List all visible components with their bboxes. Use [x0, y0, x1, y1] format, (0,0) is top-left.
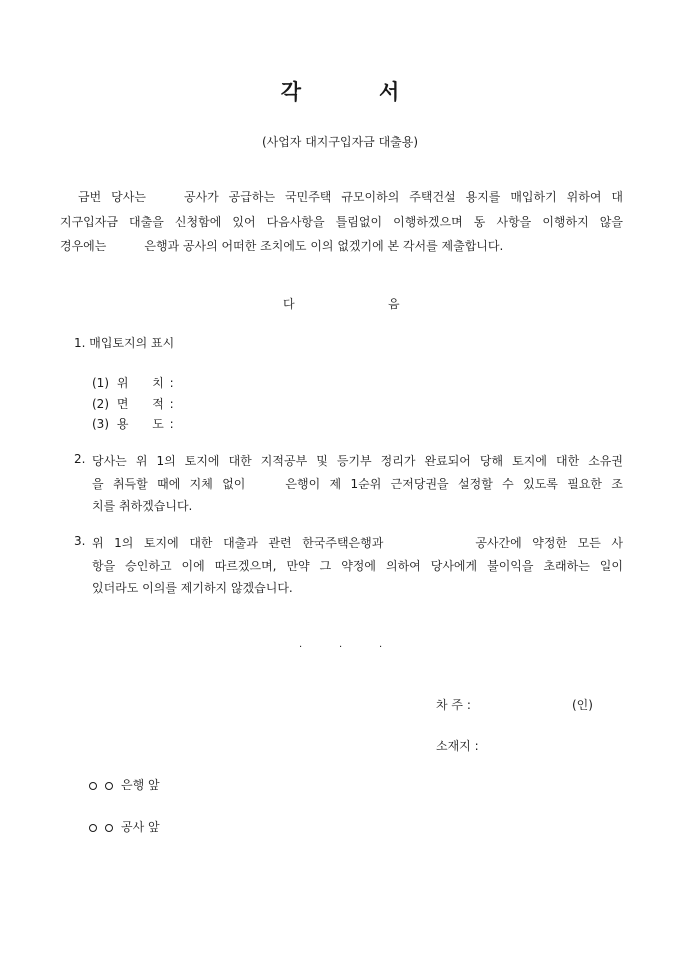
section-2-number: 2. — [74, 452, 86, 466]
section-2-line-2: 을 취득할 때에 지체 없이 은행이 제 1순위 근저당권을 설정할 수 있도록 필요한 조 — [92, 476, 623, 491]
date-dot-month: . — [339, 639, 343, 650]
address-label: 소재지 : — [436, 739, 479, 753]
section-3-number: 3. — [74, 534, 86, 548]
heading-eum: 음 — [388, 297, 400, 311]
recipient-corp: 공사 앞 — [89, 818, 160, 835]
section-2-line-3: 치를 취하겠습니다. — [92, 499, 193, 513]
blank-circle-icon — [105, 782, 113, 790]
heading-da: 다 — [283, 297, 295, 311]
section-2-text — [92, 450, 623, 518]
date-dot-day: . — [379, 639, 383, 650]
section-1-title: 1. 매입토지의 표시 — [74, 336, 175, 350]
intro-line-1: 금번 당사는 공사가 공급하는 국민주택 규모이하의 주택건설 용지를 매입하기 위하여 대 — [78, 190, 624, 204]
blank-circle-icon — [105, 824, 113, 832]
field-location: (1) 위 치 : — [92, 376, 174, 390]
document-title — [0, 76, 680, 106]
date-dot-year: . — [299, 639, 303, 650]
recipient-bank: 은행 앞 — [89, 776, 160, 793]
borrower-label: 차 주 : — [436, 698, 471, 712]
intro-paragraph — [60, 185, 623, 259]
section-3-line-1: 위 1의 토지에 대한 대출과 관련 한국주택은행과 공사간에 약정한 모든 사 — [92, 536, 623, 550]
field-area: (2) 면 적 : — [92, 397, 174, 411]
section-3-line-2: 항을 승인하고 이에 따르겠으며, 만약 그 약정에 의하여 당사에게 불이익을 초래하는 일이 — [92, 558, 623, 573]
seal-mark: (인) — [572, 698, 593, 712]
blank-circle-icon — [89, 782, 97, 790]
document-subtitle: (사업자 대지구입자금 대출용) — [261, 135, 419, 149]
title-part-1: 각 — [280, 80, 301, 104]
intro-line-3: 경우에는 은행과 공사의 어떠한 조치에도 이의 없겠기에 본 각서를 제출합니다. — [60, 239, 504, 253]
blank-circle-icon — [89, 824, 97, 832]
section-3-text — [92, 532, 623, 600]
section-2-line-1: 당사는 위 1의 토지에 대한 지적공부 및 등기부 정리가 완료되어 당해 토지에 대한 소유권 — [92, 454, 623, 468]
intro-line-2: 지구입자금 대출을 신청함에 있어 다음사항을 틀림없이 이행하겠으며 동 사항을 이행하지 않을 — [60, 214, 623, 229]
title-part-2: 서 — [379, 80, 400, 104]
section-3-line-3: 있더라도 이의를 제기하지 않겠습니다. — [92, 581, 293, 595]
field-use: (3) 용 도 : — [92, 417, 174, 431]
